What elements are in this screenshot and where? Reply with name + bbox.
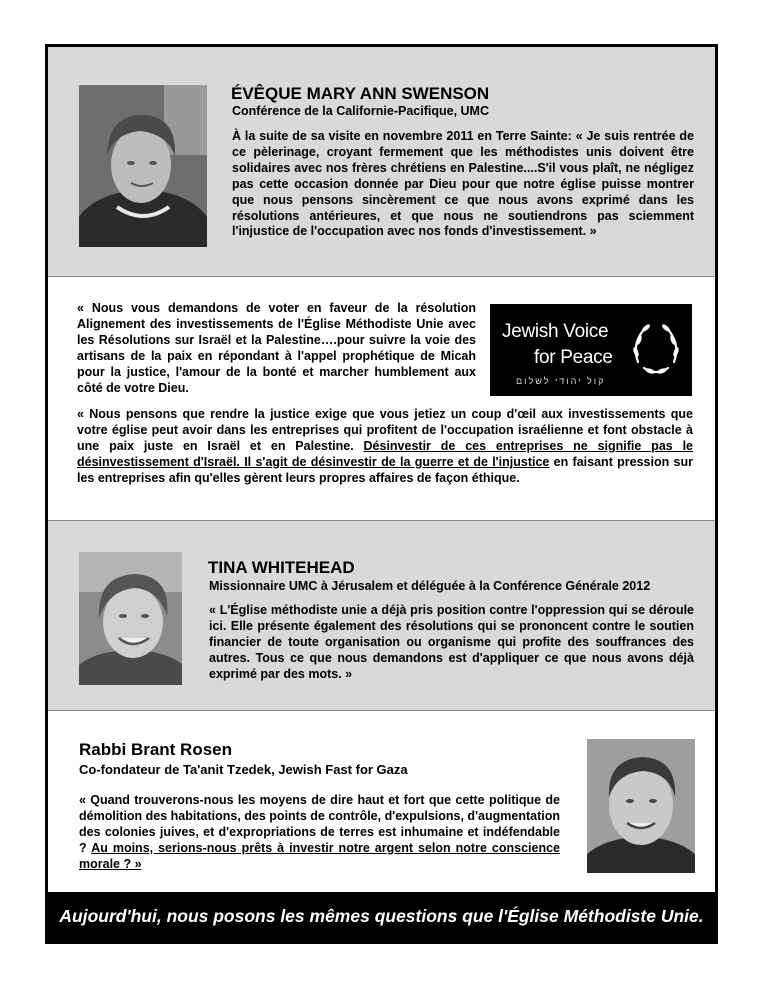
swenson-role: Conférence de la Californie-Pacifique, UMC [232,104,489,118]
jvp-quote-1: « Nous vous demandons de voter en faveur de la résolution Alignement des investissements de l'Église Méthodiste Unie avec les Résolutions sur Israël et la Palestine….pour suivre la voie des artisans de la paix en répondant à l'appel prophétique de Micah pour la justice, l'amour de la bonté et marcher humblement aux côté de votre Dieu. [77,301,476,395]
jvp-logo-line1: Jewish Voice [502,321,609,342]
swenson-name: ÉVÊQUE MARY ANN SWENSON [231,84,490,103]
jvp-quote-2-underlined: Désinvestir de ces entreprises ne signifie pas le désinvestissement d'Israël. Il s'agit de désinvestir de la guerre et de l'injustice [77,438,693,469]
rosen-quote [79,793,560,873]
rosen-section [48,710,715,892]
whitehead-photo [79,552,182,685]
swenson-section [48,47,715,276]
rosen-quote-underlined: Au moins, serions-nous prêts à investir notre argent selon notre conscience morale ? » [79,840,560,871]
swenson-photo [79,85,207,247]
jvp-quote-2 [77,407,693,487]
whitehead-section [48,520,715,710]
jvp-quote-2-end: en faisant pression sur les entreprises afin qu'elles gèrent leurs propres affaires de façon éthique. [77,454,694,485]
jvp-logo-hebrew: קול יהודי לשלום [516,376,606,386]
footer-text: Aujourd'hui, nous posons les mêmes questions que l'Église Méthodiste Unie. [59,906,704,926]
whitehead-name: TINA WHITEHEAD [208,558,355,577]
footer-banner [48,892,715,944]
jvp-logo [490,304,692,396]
whitehead-quote: « L'Église méthodiste unie a déjà pris position contre l'oppression qui se déroule ici. Elle présente également des résolutions qui se prononcent contre le soutien financier de toute organisation ou organisme qui profite des souffrances des autres. Tous ce que nous demandons est d'appliquer ce que nous avons déjà exprimé par des mots. » [209,603,694,681]
jvp-logo-line2: for Peace [534,347,613,368]
rosen-photo [587,739,695,873]
whitehead-role: Missionnaire UMC à Jérusalem et déléguée à la Conférence Générale 2012 [209,579,651,593]
swenson-quote: À la suite de sa visite en novembre 2011 en Terre Sainte: « Je suis rentrée de ce pèlerinage, croyant fermement que les méthodistes unis doivent être solidaires avec nos frères chrétiens en Palestine....S'il vous plaît, ne négligez pas cette occasion donnée par Dieu pour que notre église puisse montrer que nous pensons sincèrement ce que nous avons exprimé dans les résolutions antérieures, et que nous ne soutiendrons pas sciemment l'injustice de l'occupation avec nos fonds d'investissement. » [232,129,694,239]
rosen-role: Co-fondateur de Ta'anit Tzedek, Jewish Fast for Gaza [79,762,408,777]
page-frame [45,44,718,944]
jvp-quote-2-start: « Nous pensons que rendre la justice exige que vous jetiez un coup d'œil aux investissements que votre église peut avoir dans les entreprises qui profitent de l'occupation israélienne et font obstacle à une paix juste en Israël et en Palestine. [77,407,693,453]
rosen-name: Rabbi Brant Rosen [79,740,233,759]
rosen-quote-start: « Quand trouverons-nous les moyens de dire haut et fort que cette politique de démolition des habitations, des points de contrôle, d'expulsions, d'augmentation des colonies juives, et d'expropriations de terres est inhumaine et indéfendable ? [79,793,560,855]
olive-wreath-icon [630,318,682,376]
